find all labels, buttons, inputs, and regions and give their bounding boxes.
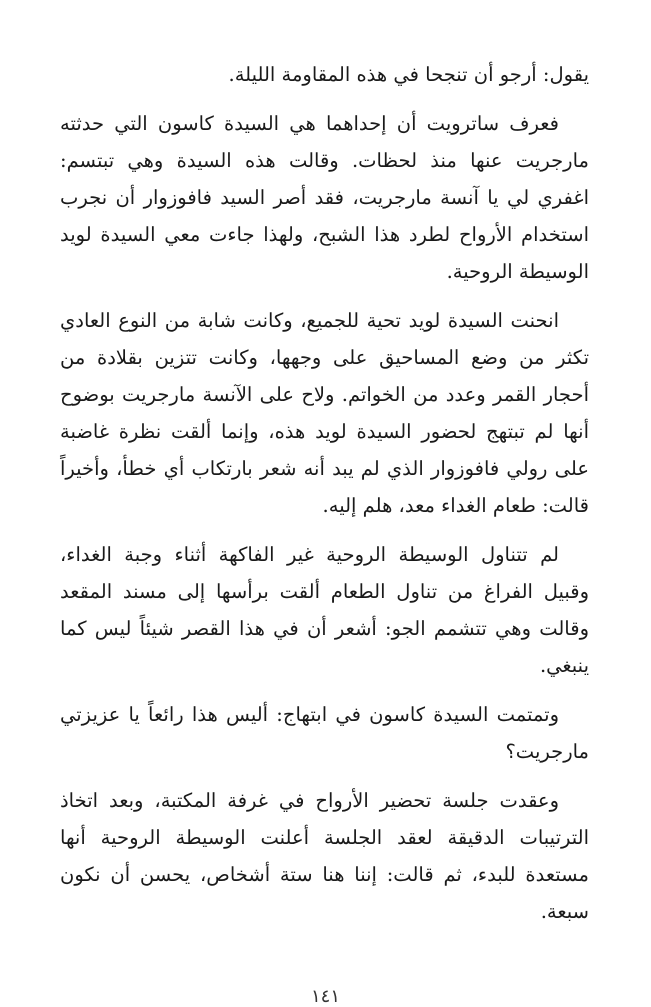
book-page	[60, 56, 589, 930]
page-number: ١٤١	[310, 986, 340, 1007]
paragraph-4: لم تتناول الوسيطة الروحية غير الفاكهة أثناء وجبة الغداء، وقبيل الفراغ من تناول الطعام ألقت برأسها إلى مسند المقعد وقالت وهي تتشمم الجو: أشعر أن في هذا القصر شيئاً ليس كما ينبغي.	[60, 543, 589, 677]
paragraph-2: فعرف ساترويت أن إحداهما هي السيدة كاسون التي حدثته مارجريت عنها منذ لحظات. وقالت هذه السيدة وهي تبتسم: اغفري لي يا آنسة مارجريت، فقد أصر السيد فافوزوار أن نجرب استخدام الأرواح لطرد هذا الشبح، ولهذا جاءت معي السيدة لويد الوسيطة الروحية.	[60, 112, 589, 283]
paragraph-5: وتمتمت السيدة كاسون في ابتهاج: أليس هذا رائعاً يا عزيزتي مارجريت؟	[60, 703, 589, 763]
paragraph-1: يقول: أرجو أن تنجحا في هذه المقاومة الليلة.	[228, 63, 589, 86]
paragraph-3: انحنت السيدة لويد تحية للجميع، وكانت شابة من النوع العادي تكثر من وضع المساحيق على وجهها، وكانت تتزين بقلادة من أحجار القمر وعدد من الخواتم. ولاح على الآنسة مارجريت بوضوح أنها لم تبتهج لحضور السيدة لويد هذه، وإنما ألقت نظرة غاضبة على رولي فافوزوار الذي لم يبد أنه شعر بارتكاب أي خطأ، وأخيراً قالت: طعام الغداء معد، هلم إليه.	[60, 309, 589, 517]
paragraph-6: وعقدت جلسة تحضير الأرواح في غرفة المكتبة، وبعد اتخاذ الترتيبات الدقيقة لعقد الجلسة أعلنت الوسيطة الروحية أنها مستعدة للبدء، ثم قالت: إننا هنا ستة أشخاص، يحسن أن نكون سبعة.	[60, 789, 589, 923]
